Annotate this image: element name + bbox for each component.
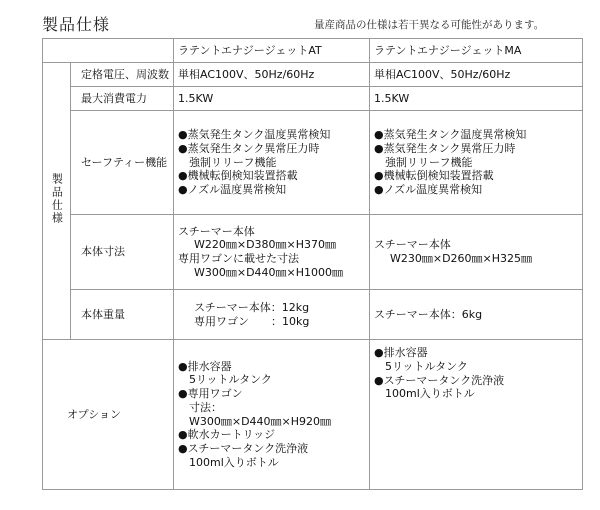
list-item: ●専用ワゴン [178,387,243,400]
row-voltage [43,63,583,87]
weight-line: スチーマー本体：12kg [194,300,310,314]
dim-line: W220㎜×D380㎜×H370㎜ [194,238,337,252]
column-header-ma: ラテントエナジージェットMA [370,39,583,63]
list-item: ●蒸気発生タンク異常圧力時 [178,141,320,155]
header-blank-cell [43,39,174,63]
list-item: 100ml入りボトル [189,455,279,469]
header-row [43,39,583,63]
label-power: 最大消費電力 [71,87,174,111]
list-item: 100ml入りボトル [385,387,475,401]
label-voltage: 定格電圧、周波数 [71,63,174,87]
list-item: ●軟水カートリッジ [178,428,276,442]
ma-voltage: 単相AC100V、50Hz/60Hz [370,63,583,87]
list-item: ●機械転倒検知装置搭載 [178,169,298,183]
at-dimensions [174,215,370,290]
row-safety [43,111,583,215]
list-item: ●スチーマータンク洗浄液 [178,442,309,455]
row-power [43,87,583,111]
disclaimer-note: 量産商品の仕様は若干異なる可能性があります。 [314,19,545,31]
list-item: 強制リリーフ機能 [385,155,473,169]
row-options [43,340,583,490]
list-item: 寸法： [189,400,222,414]
dim-line: W300㎜×D440㎜×H1000㎜ [194,265,344,279]
list-item: ●蒸気発生タンク異常圧力時 [374,141,516,155]
at-safety [174,111,370,215]
list-item: 強制リリーフ機能 [189,155,277,169]
dim-line: 専用ワゴンに載せた寸法 [178,252,299,265]
at-power: 1.5KW [174,87,370,111]
list-item: ●ノズル温度異常検知 [178,183,287,197]
list-item: ●スチーマータンク洗浄液 [374,373,505,387]
ma-options [370,340,583,490]
at-options [174,340,370,490]
list-item: W300㎜×D440㎜×H920㎜ [189,414,332,428]
ma-power: 1.5KW [370,87,583,111]
dim-line: スチーマー本体 [178,224,255,238]
at-voltage: 単相AC100V、50Hz/60Hz [174,63,370,87]
list-item: 5リットルタンク [385,359,468,373]
dim-line: W230㎜×D260㎜×H325㎜ [390,252,533,265]
row-dimensions [43,215,583,290]
spec-table [42,38,583,490]
ma-weight: スチーマー本体：6kg [370,290,583,340]
section-label-cell [43,63,71,340]
column-header-at: ラテントエナジージェットAT [174,39,370,63]
label-weight: 本体重量 [71,290,174,340]
ma-safety [370,111,583,215]
label-options: オプション [43,340,174,490]
list-item: 5リットルタンク [189,373,272,387]
list-item: ●排水容器 [178,359,232,373]
list-item: ●排水容器 [374,346,428,359]
section-label: 製品仕様 [50,173,64,226]
page-title: 製品仕様 [42,15,111,34]
list-item: ●ノズル温度異常検知 [374,183,483,197]
row-weight [43,290,583,340]
weight-line: 専用ワゴン ：10kg [194,314,310,328]
ma-dimensions [370,215,583,290]
list-item: ●蒸気発生タンク温度異常検知 [374,128,527,142]
list-item: ●機械転倒検知装置搭載 [374,169,494,183]
label-safety: セーフティー機能 [71,111,174,215]
dim-line: スチーマー本体 [374,238,451,252]
at-weight [174,290,370,340]
label-dimensions: 本体寸法 [71,215,174,290]
list-item: ●蒸気発生タンク温度異常検知 [178,128,331,142]
